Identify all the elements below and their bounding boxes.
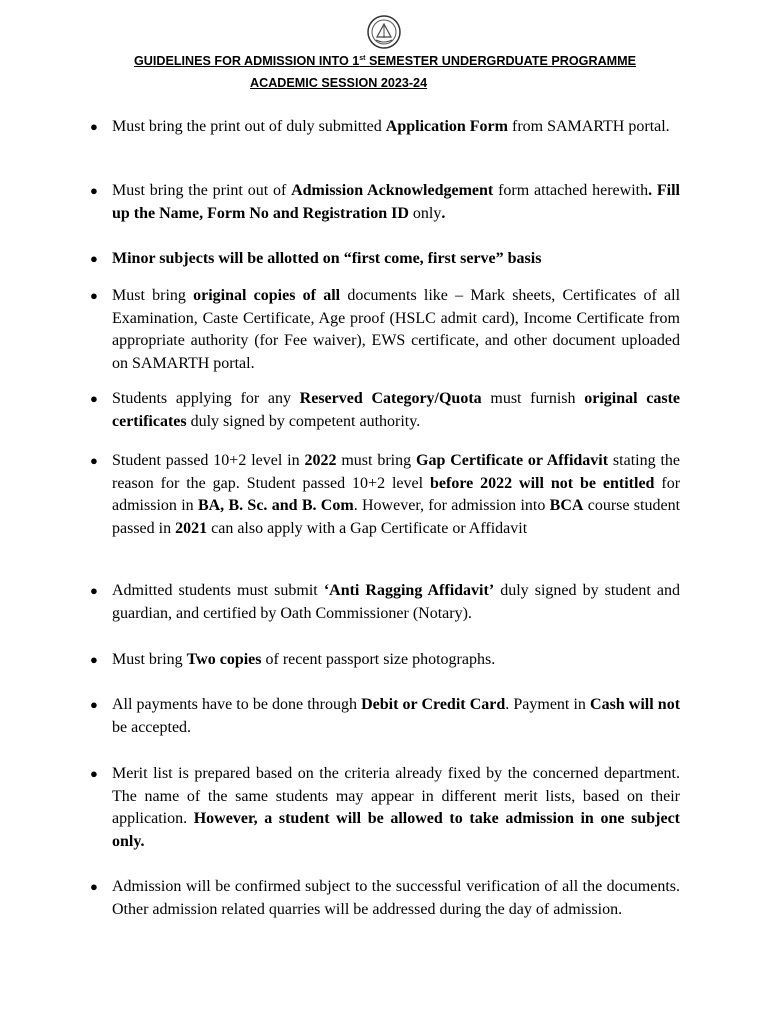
list-item: ● Admission will be confirmed subject to the successful verification of all the documents. Other admission related quarries will be addressed during the day of admission. [90,878,680,918]
list-item: ● Students applying for any Reserved Category/Quota must furnish original caste certificates duly signed by competent authority. [90,390,681,430]
bullet-icon: ● [90,697,98,712]
bullet-icon: ● [90,583,98,598]
bullet-icon: ● [90,652,98,667]
list-item: ● Minor subjects will be allotted on “first come, first serve” basis [112,248,680,271]
list-item: ● Must bring original copies of all documents like – Mark sheets, Certificates of all Examination, Caste Certificate, Age proof (HSLC admit card), Income Certificate from appropriate authority (for Fee waiver), EWS certificate, and other document uploaded on SAMARTH portal. [90,287,681,372]
bullet-icon: ● [90,119,98,134]
page-subtitle: ACADEMIC SESSION 2023-24 [250,76,428,90]
bullet-icon: ● [90,766,98,781]
list-item: ● Must bring the print out of Admission Acknowledgement form attached herewith. Fill up the Name, Form No and Registration ID only. [90,182,680,222]
list-item: ● Must bring Two copies of recent passport size photographs. [112,649,680,672]
bullet-icon: ● [90,288,98,303]
bullet-icon: ● [90,183,98,198]
page-title: GUIDELINES FOR ADMISSION INTO 1st SEMESTER UNDERGRDUATE PROGRAMME [133,54,637,68]
bullet-icon: ● [90,879,98,894]
bullet-icon: ● [90,251,98,266]
list-item: ● All payments have to be done through Debit or Credit Card. Payment in Cash will not be accepted. [90,696,681,736]
list-item: ● Merit list is prepared based on the criteria already fixed by the concerned department. The name of the same students may appear in different merit lists, based on their application. However, a student will be allowed to take admission in one subject only. [90,765,680,850]
bullet-icon: ● [90,391,98,406]
list-item: ● Must bring the print out of duly submitted Application Form from SAMARTH portal. [112,116,680,139]
bullet-icon: ● [90,453,98,468]
list-item: ● Student passed 10+2 level in 2022 must bring Gap Certificate or Affidavit stating the reason for the gap. Student passed 10+2 level before 2022 will not be entitled for admission in BA, B. Sc. and B. Com. However, for admission into BCA course student passed in 2021 can also apply with a Gap Certificate or Affidavit [90,452,681,537]
university-emblem-icon [366,12,402,52]
list-item: ● Admitted students must submit ‘Anti Ragging Affidavit’ duly signed by student and guardian, and certified by Oath Commissioner (Notary). [90,582,681,622]
